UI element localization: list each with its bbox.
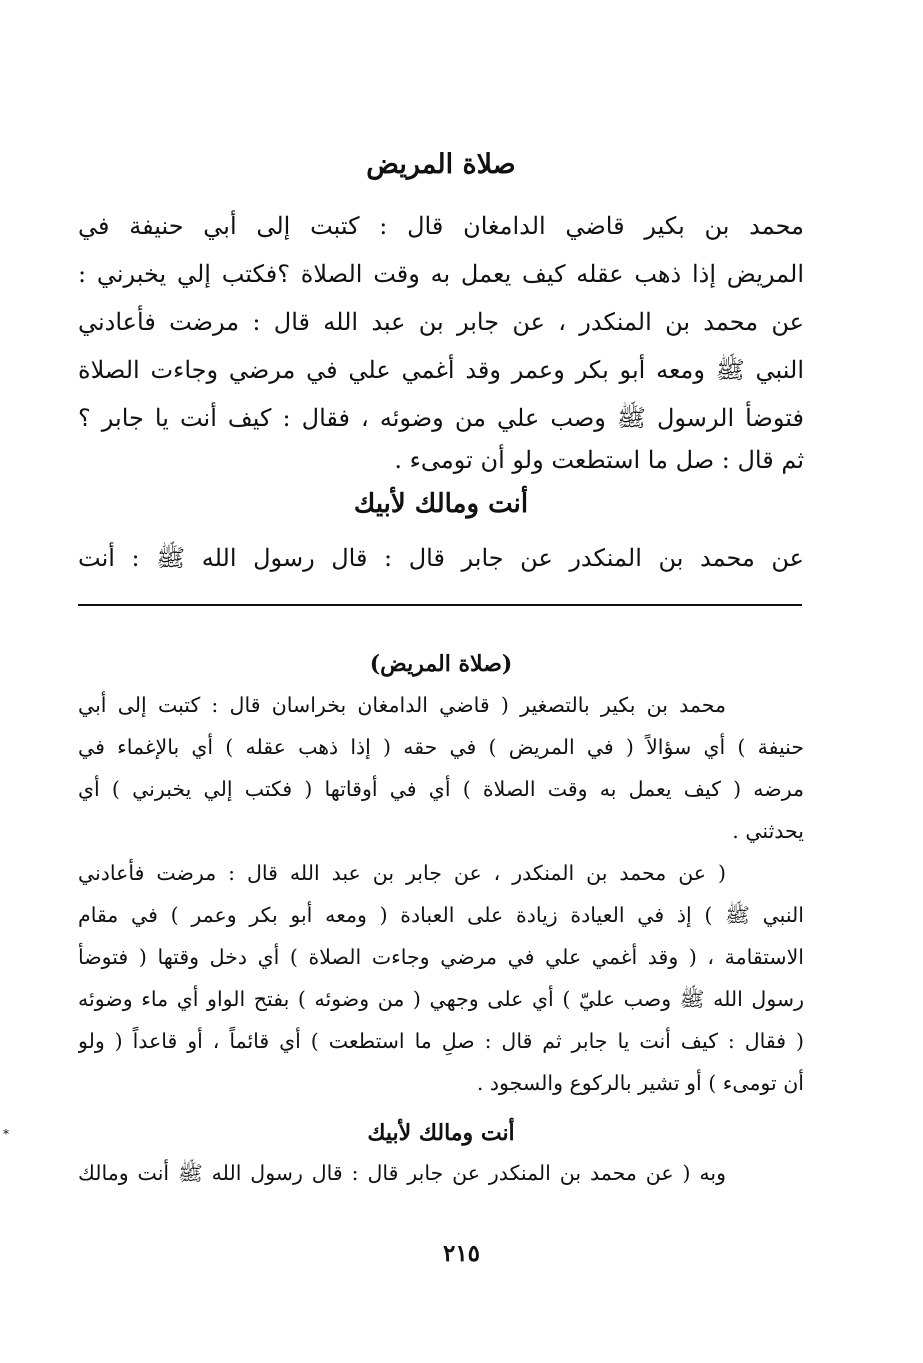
commentary-line: محمد بن بكير بالتصغير ( قاضي الدامغان بخراسان قال : كتبت إلى أبي — [78, 693, 726, 717]
commentary-line: الاستقامة ، ( وقد أغمي علي في مرضي وجاءت الصلاة ) أي دخل وقتها ( فتوضأ — [78, 945, 804, 969]
commentary-line: يحدثني . — [732, 819, 804, 843]
main-subsection-title: أنت ومالك لأبيك — [353, 489, 529, 519]
main-text-line: النبي ﷺ ومعه أبو بكر وعمر وقد أغمي علي في مرضي وجاءت الصلاة — [78, 356, 804, 384]
commentary-line: ( عن محمد بن المنكدر ، عن جابر بن عبد الله قال : مرضت فأعادني — [78, 861, 726, 885]
commentary-line: النبي ﷺ ) إذ في العيادة زيادة على العبادة ( ومعه أبو بكر وعمر ) في مقام — [78, 903, 804, 927]
margin-asterisk: * — [3, 1127, 9, 1141]
commentary-subsection-title: أنت ومالك لأبيك — [367, 1120, 515, 1146]
main-text-line: محمد بن بكير قاضي الدامغان قال : كتبت إلى أبي حنيفة في — [78, 212, 804, 240]
commentary-line: حنيفة ) أي سؤالاً ( في المريض ) في حقه ( إذا ذهب عقله ) أي بالإغماء في — [78, 735, 804, 759]
main-text-line: فتوضأ الرسول ﷺ وصب علي من وضوئه ، فقال : كيف أنت يا جابر ؟ — [78, 404, 804, 432]
commentary-line: مرضه ( كيف يعمل به وقت الصلاة ) أي في أوقاتها ( فكتب إلي يخبرني ) أي — [78, 777, 804, 801]
commentary-line: رسول الله ﷺ وصب عليّ ) أي على وجهي ( من وضوئه ) بفتح الواو أي ماء وضوئه — [78, 987, 804, 1011]
page-number: ٢١٥ — [442, 1240, 481, 1267]
commentary-title: (صلاة المريض) — [369, 651, 513, 677]
commentary-line: وبه ( عن محمد بن المنكدر عن جابر قال : قال رسول الله ﷺ أنت ومالك — [78, 1161, 726, 1185]
main-text-line: عن محمد بن المنكدر عن جابر قال : قال رسول الله ﷺ : أنت — [78, 544, 804, 572]
main-text-line: المريض إذا ذهب عقله كيف يعمل به وقت الصلاة ؟فكتب إلي يخبرني : — [78, 260, 804, 288]
commentary-line: ( فقال : كيف أنت يا جابر ثم قال : صلِ ما استطعت ) أي قائماً ، أو قاعداً ( ولو — [78, 1029, 804, 1053]
main-text-line: ثم قال : صل ما استطعت ولو أن تومىء . — [394, 446, 804, 474]
main-text-line: عن محمد بن المنكدر ، عن جابر بن عبد الله قال : مرضت فأعادني — [78, 308, 804, 336]
commentary-line: أن تومىء ) أو تشير بالركوع والسجود . — [476, 1071, 804, 1095]
main-section-title: صلاة المريض — [366, 149, 516, 180]
footnote-divider — [78, 604, 802, 606]
